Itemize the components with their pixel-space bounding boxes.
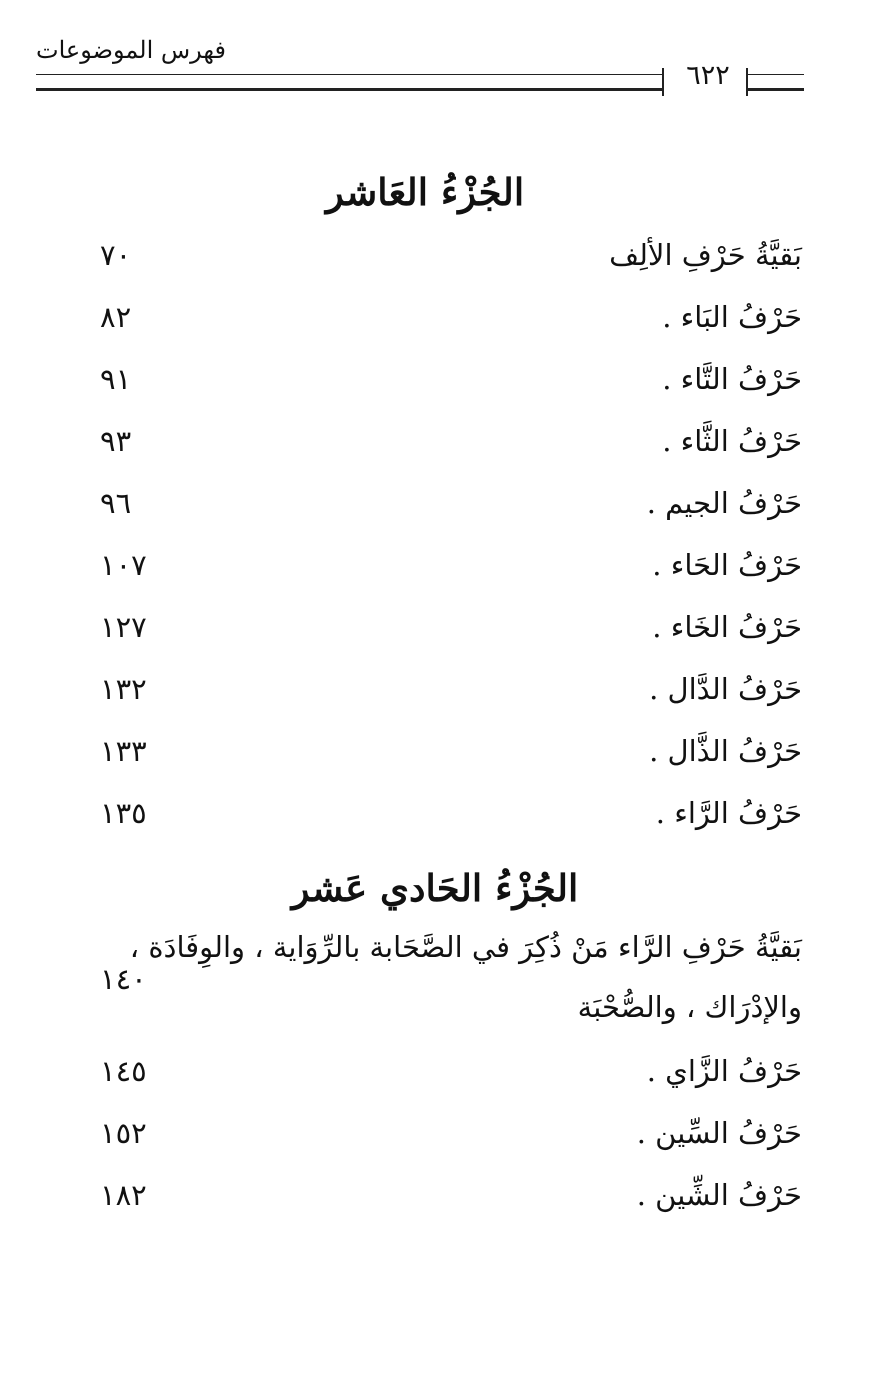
- toc-entry-title: حَرْفُ الزَّاي .: [646, 1054, 802, 1088]
- toc-entry-page: ٨٢: [100, 300, 132, 334]
- toc-entry-title: حَرْفُ الجيم .: [646, 486, 802, 520]
- page-number: ٦٢٢: [686, 60, 730, 91]
- toc-entry-title: حَرْفُ البَاء .: [662, 300, 802, 334]
- toc-entry-title: حَرْفُ التَّاء .: [662, 362, 802, 396]
- header-rule-left-bottom: [36, 88, 662, 91]
- toc-entry-page: ١٢٧: [100, 610, 147, 644]
- toc-entry-title: حَرْفُ الرَّاء .: [655, 796, 802, 830]
- toc-entry-page: ١٤٠: [100, 962, 147, 996]
- header-rule-right-top: [748, 74, 804, 75]
- toc-entry-page: ١٨٢: [100, 1178, 147, 1212]
- toc-entry-title: حَرْفُ الدَّال .: [649, 672, 802, 706]
- toc-entry-page: ١٣٢: [100, 672, 147, 706]
- toc-entry-title: حَرْفُ الحَاء .: [652, 548, 802, 582]
- toc-entry-title: حَرْفُ الخَاء .: [652, 610, 802, 644]
- section-title-part-11: الجُزْءُ الحَادي عَشر: [291, 866, 579, 910]
- toc-entry-title: بَقيَّةُ حَرْفِ الألِف: [609, 238, 802, 272]
- toc-entry-title: حَرْفُ الشِّين .: [636, 1178, 802, 1212]
- toc-entry-page: ٩١: [100, 362, 132, 396]
- toc-entry-title: حَرْفُ السِّين .: [636, 1116, 802, 1150]
- toc-entry-page: ١٠٧: [100, 548, 147, 582]
- toc-entry-page: ١٣٥: [100, 796, 147, 830]
- header-divider-left: [662, 68, 664, 96]
- section-title-part-10: الجُزْءُ العَاشر: [325, 170, 525, 214]
- toc-entry-page: ١٣٣: [100, 734, 147, 768]
- header-rule-left-top: [36, 74, 662, 75]
- running-header-title: فهرس الموضوعات: [36, 36, 226, 64]
- toc-entry-page: ٧٠: [100, 238, 132, 272]
- toc-entry-title-line2: والإدْرَاك ، والصُّحْبَة: [577, 990, 802, 1024]
- toc-entry-title-line1: بَقيَّةُ حَرْفِ الرَّاء مَنْ ذُكِرَ في الصَّحَابة بالرِّوَاية ، والوِفَادَة ،: [129, 930, 802, 964]
- header-rule-right-bottom: [748, 88, 804, 91]
- header-divider-right: [746, 68, 748, 96]
- toc-entry-page: ١٥٢: [100, 1116, 147, 1150]
- toc-entry-page: ١٤٥: [100, 1054, 147, 1088]
- toc-entry-page: ٩٦: [100, 486, 132, 520]
- toc-entry-page: ٩٣: [100, 424, 132, 458]
- toc-entry-title: حَرْفُ الثَّاء .: [662, 424, 802, 458]
- toc-entry-title: حَرْفُ الذَّال .: [649, 734, 802, 768]
